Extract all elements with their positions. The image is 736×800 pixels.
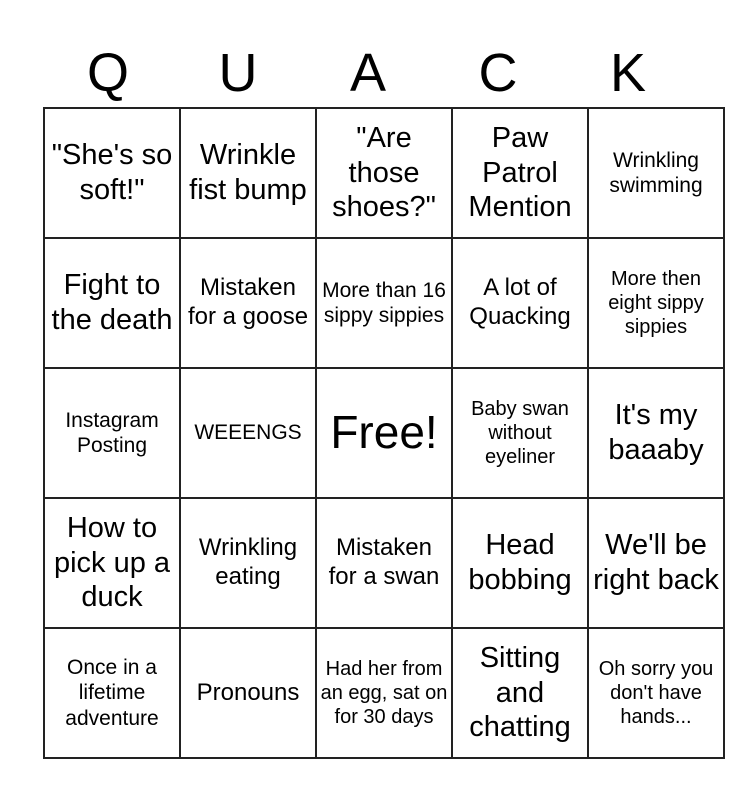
bingo-row	[44, 238, 724, 368]
bingo-cell[interactable]: How to pick up a duck	[44, 498, 180, 628]
bingo-cell[interactable]: Once in a lifetime adventure	[44, 628, 180, 758]
bingo-row	[44, 368, 724, 498]
bingo-cell[interactable]: Wrinkling swimming	[588, 108, 724, 238]
bingo-cell[interactable]: Wrinkle fist bump	[180, 108, 316, 238]
bingo-cell[interactable]: Oh sorry you don't have hands...	[588, 628, 724, 758]
bingo-cell[interactable]: More than 16 sippy sippies	[316, 238, 452, 368]
bingo-cell[interactable]: Instagram Posting	[44, 368, 180, 498]
header-letter-c: C	[478, 43, 518, 103]
header-letter-q: Q	[86, 43, 129, 103]
bingo-row	[44, 108, 724, 238]
bingo-cell[interactable]: Head bobbing	[452, 498, 588, 628]
bingo-cell[interactable]: "Are those shoes?"	[316, 108, 452, 238]
bingo-cell[interactable]: More then eight sippy sippies	[588, 238, 724, 368]
bingo-cell[interactable]: We'll be right back	[588, 498, 724, 628]
bingo-header	[43, 40, 693, 106]
bingo-cell[interactable]: Had her from an egg, sat on for 30 days	[316, 628, 452, 758]
header-letter-a: A	[349, 43, 387, 103]
free-space-cell[interactable]: Free!	[316, 368, 452, 498]
bingo-row	[44, 498, 724, 628]
bingo-cell[interactable]: Mistaken for a swan	[316, 498, 452, 628]
bingo-cell[interactable]: Sitting and chatting	[452, 628, 588, 758]
bingo-cell[interactable]: Baby swan without eyeliner	[452, 368, 588, 498]
header-letter-u: U	[218, 43, 258, 103]
header-letter-k: K	[609, 43, 647, 103]
bingo-cell[interactable]: "She's so soft!"	[44, 108, 180, 238]
bingo-row	[44, 628, 724, 758]
bingo-cell[interactable]: Fight to the death	[44, 238, 180, 368]
bingo-cell[interactable]: Wrinkling eating	[180, 498, 316, 628]
bingo-grid	[43, 107, 725, 759]
bingo-cell[interactable]: Mistaken for a goose	[180, 238, 316, 368]
bingo-cell[interactable]: It's my baaaby	[588, 368, 724, 498]
bingo-cell[interactable]: Pronouns	[180, 628, 316, 758]
bingo-cell[interactable]: A lot of Quacking	[452, 238, 588, 368]
bingo-cell[interactable]: WEEENGS	[180, 368, 316, 498]
bingo-cell[interactable]: Paw Patrol Mention	[452, 108, 588, 238]
